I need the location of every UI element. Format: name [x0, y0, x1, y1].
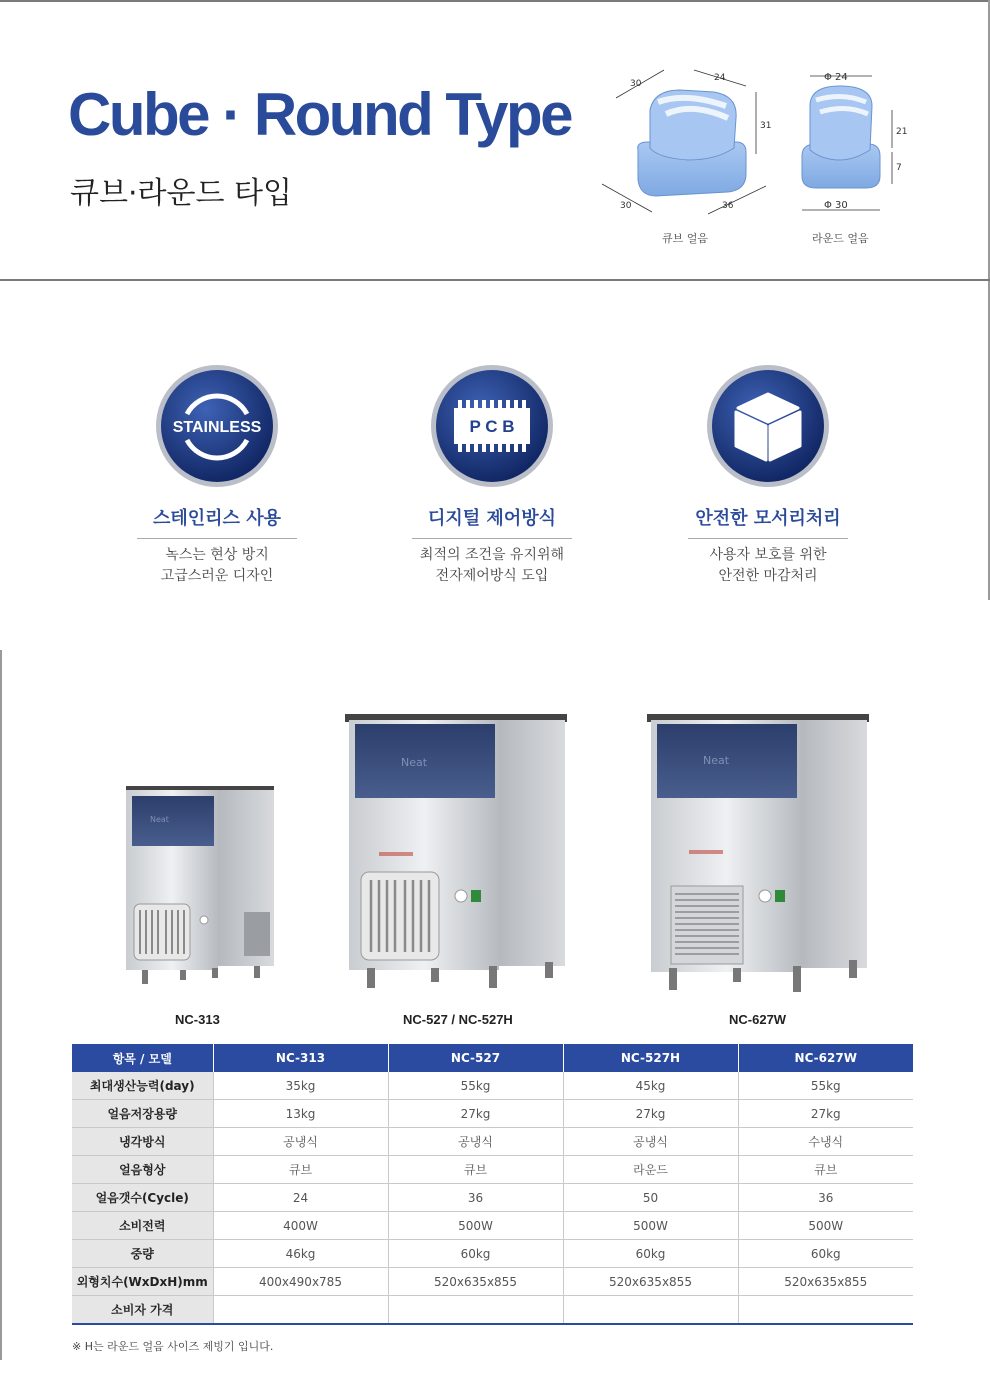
- feature-desc: [643, 545, 893, 587]
- cube-dim-5: 36: [722, 201, 734, 211]
- product-nc527-image: [343, 710, 569, 995]
- feature-divider: [688, 538, 848, 539]
- table-cell: [388, 1296, 563, 1325]
- table-cell: 500W: [738, 1212, 913, 1240]
- table-cell: [213, 1296, 388, 1325]
- table-cell: 520x635x855: [563, 1268, 738, 1296]
- table-row-header: 얼음형상: [72, 1156, 213, 1184]
- table-cell: 수냉식: [738, 1128, 913, 1156]
- table-cell: 55kg: [738, 1072, 913, 1100]
- cube-ice-caption: 큐브 얼음: [662, 232, 709, 245]
- table-row-header: 얼음갯수(Cycle): [72, 1184, 213, 1212]
- table-cell: 공냉식: [213, 1128, 388, 1156]
- table-row: [72, 1100, 913, 1128]
- table-cell: 24: [213, 1184, 388, 1212]
- table-cell: 500W: [563, 1212, 738, 1240]
- feature-desc: [92, 545, 342, 587]
- round-ice-diagram: [792, 64, 914, 216]
- brand-logo: Neat: [703, 754, 730, 767]
- feature-desc-line: 사용자 보호를 위한: [709, 547, 827, 563]
- table-cell: 400W: [213, 1212, 388, 1240]
- pcb-icon-text: P C B: [469, 417, 515, 436]
- table-cell: [738, 1296, 913, 1325]
- table-cell: 35kg: [213, 1072, 388, 1100]
- table-row: [72, 1072, 913, 1100]
- table-row: [72, 1184, 913, 1212]
- table-row: [72, 1268, 913, 1296]
- table-cell: 27kg: [563, 1100, 738, 1128]
- table-row: [72, 1128, 913, 1156]
- spec-table: [72, 1044, 913, 1325]
- feature-desc: [367, 545, 617, 587]
- table-row: [72, 1156, 913, 1184]
- cube-dim-4: 30: [620, 201, 632, 211]
- header-divider: [0, 279, 990, 281]
- table-cell: 55kg: [388, 1072, 563, 1100]
- feature-desc-line: 최적의 조건을 유지위해: [419, 547, 565, 563]
- table-row-header: 냉각방식: [72, 1128, 213, 1156]
- feature-title: 스테인리스 사용: [153, 508, 281, 529]
- table-row-header: 소비전력: [72, 1212, 213, 1240]
- product-nc627w-image: [645, 710, 871, 995]
- feature-desc-line: 안전한 마감처리: [718, 568, 818, 584]
- feature-title: 디지털 제어방식: [428, 508, 556, 529]
- table-row: [72, 1212, 913, 1240]
- table-cell: 36: [738, 1184, 913, 1212]
- product-nc313-image: [120, 780, 280, 990]
- feature-divider: [137, 538, 297, 539]
- cube-icon: [706, 364, 830, 488]
- table-cell: 50: [563, 1184, 738, 1212]
- table-row-header: 최대생산능력(day): [72, 1072, 213, 1100]
- feature-desc-line: 고급스러운 디자인: [160, 568, 274, 584]
- stainless-icon-text: STAINLESS: [172, 419, 262, 436]
- table-header-row: [72, 1044, 913, 1072]
- table-cell: 500W: [388, 1212, 563, 1240]
- table-cell: 400x490x785: [213, 1268, 388, 1296]
- feature-title: 안전한 모서리처리: [695, 508, 841, 529]
- cube-dim-2: 24: [714, 73, 726, 83]
- table-row-header: 중량: [72, 1240, 213, 1268]
- table-row: [72, 1240, 913, 1268]
- top-border: [0, 0, 990, 2]
- feature-pcb: [367, 364, 617, 587]
- table-cell: 46kg: [213, 1240, 388, 1268]
- cube-dim-1: 30: [630, 79, 642, 89]
- product-label-nc627w: NC-627W: [729, 1012, 787, 1027]
- left-border: [0, 650, 2, 1360]
- table-row-header: 소비자 가격: [72, 1296, 213, 1325]
- stainless-icon: [155, 364, 279, 488]
- table-cell: 큐브: [388, 1156, 563, 1184]
- page-title: Cube · Round Type: [68, 81, 572, 148]
- brand-logo: Neat: [150, 815, 169, 824]
- feature-stainless: [92, 364, 342, 587]
- table-header-cell: NC-313: [213, 1044, 388, 1072]
- product-label-nc313: NC-313: [175, 1012, 220, 1027]
- table-header-cell: NC-527H: [563, 1044, 738, 1072]
- table-row-header: 얼음저장용량: [72, 1100, 213, 1128]
- table-cell: 60kg: [563, 1240, 738, 1268]
- product-label-nc527: NC-527 / NC-527H: [403, 1012, 513, 1027]
- pcb-chip-icon: [430, 364, 554, 488]
- page-subtitle: 큐브·라운드 타입: [70, 176, 292, 211]
- table-row: [72, 1296, 913, 1325]
- feature-safe-edges: [643, 364, 893, 587]
- table-cell: 큐브: [738, 1156, 913, 1184]
- table-cell: 520x635x855: [738, 1268, 913, 1296]
- table-cell: 36: [388, 1184, 563, 1212]
- table-cell: 13kg: [213, 1100, 388, 1128]
- round-dim-bottom: Φ 30: [824, 200, 848, 211]
- table-header-cell: NC-527: [388, 1044, 563, 1072]
- table-cell: 공냉식: [388, 1128, 563, 1156]
- table-cell: 27kg: [388, 1100, 563, 1128]
- brand-logo: Neat: [401, 756, 428, 769]
- table-header-cell: 항목 / 모델: [72, 1044, 213, 1072]
- feature-desc-line: 전자제어방식 도입: [435, 568, 549, 584]
- table-cell: 큐브: [213, 1156, 388, 1184]
- round-dim-lower: 7: [896, 163, 902, 173]
- round-ice-caption: 라운드 얼음: [812, 232, 869, 245]
- table-cell: 45kg: [563, 1072, 738, 1100]
- table-cell: [563, 1296, 738, 1325]
- table-header-cell: NC-627W: [738, 1044, 913, 1072]
- table-cell: 60kg: [738, 1240, 913, 1268]
- round-dim-upper: 21: [896, 127, 908, 137]
- table-cell: 27kg: [738, 1100, 913, 1128]
- table-cell: 공냉식: [563, 1128, 738, 1156]
- table-cell: 520x635x855: [388, 1268, 563, 1296]
- table-cell: 라운드: [563, 1156, 738, 1184]
- feature-divider: [412, 538, 572, 539]
- footnote: ※ H는 라운드 얼음 사이즈 제빙기 입니다.: [72, 1340, 274, 1353]
- cube-dim-3: 31: [760, 121, 772, 131]
- feature-desc-line: 녹스는 현상 방지: [165, 547, 269, 563]
- cube-ice-diagram: [596, 62, 776, 230]
- round-dim-top: Φ 24: [824, 72, 848, 83]
- table-cell: 60kg: [388, 1240, 563, 1268]
- table-row-header: 외형치수(WxDxH)mm: [72, 1268, 213, 1296]
